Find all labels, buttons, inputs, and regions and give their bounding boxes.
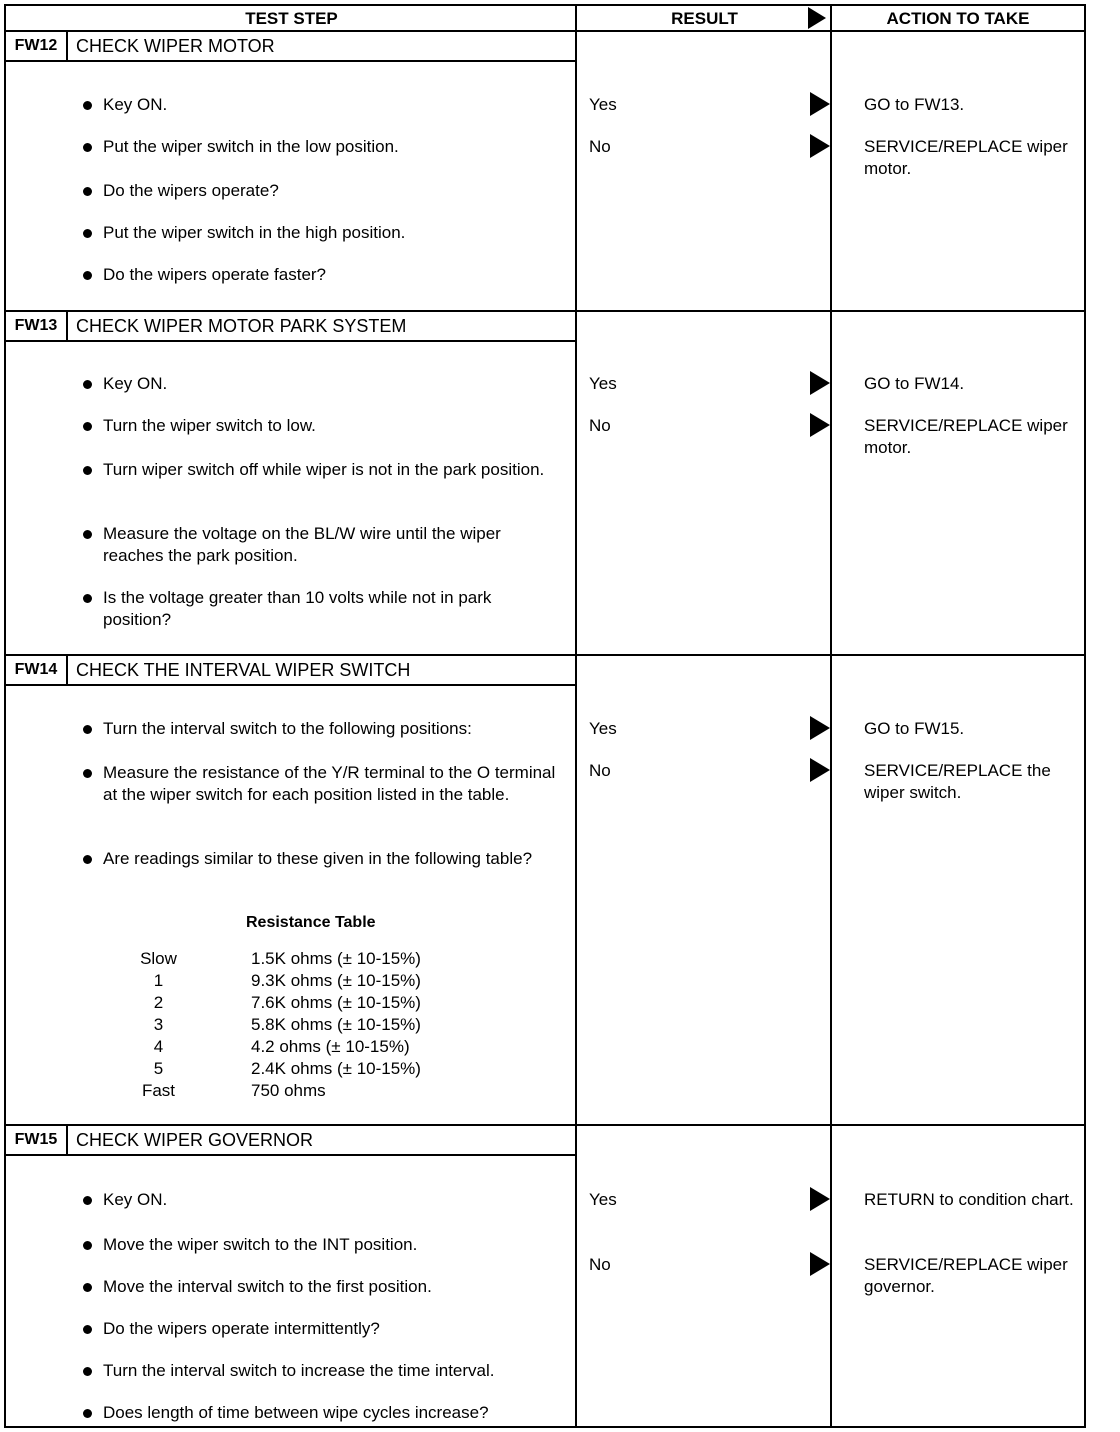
- step-text: Key ON.: [103, 374, 168, 393]
- diagnostic-table: [4, 4, 1086, 1428]
- step-text: Turn the interval switch to increase the time interval.: [103, 1361, 495, 1380]
- step-text: Measure the voltage on the BL/W wire until the wiper reaches the park position.: [103, 524, 501, 565]
- action-text: SERVICE/REPLACE wiper governor.: [864, 1255, 1068, 1296]
- action-text: SERVICE/REPLACE wiper motor.: [864, 137, 1068, 178]
- test-step-item: [81, 222, 561, 244]
- table-value: 9.3K ohms (± 10-15%): [251, 971, 421, 990]
- action-text: RETURN to condition chart.: [864, 1190, 1074, 1209]
- result-no: No: [589, 1255, 611, 1274]
- result-arrow-icon: [810, 758, 830, 782]
- header-action: ACTION TO TAKE: [832, 6, 1084, 32]
- test-step-item: [81, 1360, 561, 1382]
- section-code: FW13: [6, 312, 68, 340]
- step-text: Move the interval switch to the first position.: [103, 1277, 432, 1296]
- table-value: 1.5K ohms (± 10-15%): [251, 949, 421, 968]
- bullet-icon: [83, 380, 92, 389]
- step-text: Do the wipers operate intermittently?: [103, 1319, 380, 1338]
- step-text: Is the voltage greater than 10 volts while not in park position?: [103, 588, 492, 629]
- bullet-icon: [83, 725, 92, 734]
- table-position: 5: [153, 1059, 164, 1078]
- test-step-item: [81, 718, 561, 740]
- result-yes: Yes: [589, 374, 617, 393]
- test-step-item: [81, 94, 561, 116]
- resistance-table-title: Resistance Table: [246, 914, 376, 931]
- header-test-step: TEST STEP: [6, 6, 577, 32]
- test-step-item: [81, 848, 561, 870]
- table-position: 1: [153, 971, 164, 990]
- step-text: Are readings similar to these given in the following table?: [103, 849, 533, 868]
- result-arrow-icon: [810, 413, 830, 437]
- bullet-icon: [83, 466, 92, 475]
- table-position: Slow: [140, 949, 177, 968]
- test-step-item: [81, 136, 561, 158]
- action-text: GO to FW14.: [864, 374, 965, 393]
- bullet-icon: [83, 101, 92, 110]
- section-title: CHECK WIPER GOVERNOR: [76, 1129, 314, 1150]
- action-text: SERVICE/REPLACE the wiper switch.: [864, 761, 1051, 802]
- bullet-icon: [83, 422, 92, 431]
- result-arrow-icon: [810, 134, 830, 158]
- section-header-fw14: [6, 656, 577, 686]
- step-text: Do the wipers operate?: [103, 181, 279, 200]
- step-text: Turn wiper switch off while wiper is not in the park position.: [103, 460, 545, 479]
- step-text: Put the wiper switch in the low position.: [103, 137, 399, 156]
- step-text: Measure the resistance of the Y/R terminal to the O terminal at the wiper switch for each position listed in the table.: [103, 763, 556, 804]
- section-header-fw12: [6, 32, 577, 62]
- test-step-item: [81, 1402, 561, 1424]
- bullet-icon: [83, 1325, 92, 1334]
- section-header-fw13: [6, 312, 577, 342]
- test-step-item: [81, 180, 561, 202]
- section-code: FW15: [6, 1126, 68, 1154]
- test-step-item: [81, 373, 561, 395]
- test-step-item: [81, 1234, 561, 1256]
- bullet-icon: [83, 1409, 92, 1418]
- test-step-item: [81, 459, 561, 481]
- result-yes: Yes: [589, 1190, 617, 1209]
- table-position: 3: [153, 1015, 164, 1034]
- test-step-item: [81, 415, 561, 437]
- header-result-label: RESULT: [671, 9, 738, 28]
- bullet-icon: [83, 187, 92, 196]
- step-text: Does length of time between wipe cycles increase?: [103, 1403, 489, 1422]
- table-value: 7.6K ohms (± 10-15%): [251, 993, 421, 1012]
- step-text: Put the wiper switch in the high position.: [103, 223, 406, 242]
- section-title: CHECK THE INTERVAL WIPER SWITCH: [76, 659, 411, 680]
- result-arrow-icon: [810, 92, 830, 116]
- test-step-item: [81, 523, 561, 567]
- section-code: FW12: [6, 32, 68, 60]
- result-arrow-icon: [810, 1252, 830, 1276]
- test-step-item: [81, 1189, 561, 1211]
- header-arrow-icon: [808, 7, 826, 29]
- result-arrow-icon: [810, 371, 830, 395]
- test-step-item: [81, 1318, 561, 1340]
- result-no: No: [589, 137, 611, 156]
- result-yes: Yes: [589, 719, 617, 738]
- section-header-fw15: [6, 1126, 577, 1156]
- table-position: 2: [153, 993, 164, 1012]
- table-value: 2.4K ohms (± 10-15%): [251, 1059, 421, 1078]
- action-text: GO to FW13.: [864, 95, 965, 114]
- bullet-icon: [83, 229, 92, 238]
- table-value: 4.2 ohms (± 10-15%): [251, 1037, 410, 1056]
- bullet-icon: [83, 271, 92, 280]
- section-title: CHECK WIPER MOTOR PARK SYSTEM: [76, 315, 407, 336]
- bullet-icon: [83, 530, 92, 539]
- table-position: 4: [153, 1037, 164, 1056]
- table-value: 750 ohms: [251, 1081, 326, 1100]
- step-text: Do the wipers operate faster?: [103, 265, 327, 284]
- table-value: 5.8K ohms (± 10-15%): [251, 1015, 421, 1034]
- bullet-icon: [83, 143, 92, 152]
- column-divider-action: [830, 6, 832, 1426]
- step-text: Move the wiper switch to the INT position.: [103, 1235, 418, 1254]
- bullet-icon: [83, 594, 92, 603]
- result-yes: Yes: [589, 95, 617, 114]
- action-text: SERVICE/REPLACE wiper motor.: [864, 416, 1068, 457]
- result-arrow-icon: [810, 1187, 830, 1211]
- step-text: Key ON.: [103, 95, 168, 114]
- test-step-item: [81, 264, 561, 286]
- result-no: No: [589, 761, 611, 780]
- step-text: Key ON.: [103, 1190, 168, 1209]
- bullet-icon: [83, 855, 92, 864]
- test-step-item: [81, 762, 561, 806]
- action-text: GO to FW15.: [864, 719, 965, 738]
- column-divider-result: [575, 6, 577, 1426]
- section-title: CHECK WIPER MOTOR: [76, 35, 275, 56]
- result-arrow-icon: [810, 716, 830, 740]
- bullet-icon: [83, 1367, 92, 1376]
- step-text: Turn the wiper switch to low.: [103, 416, 316, 435]
- test-step-item: [81, 1276, 561, 1298]
- table-position: Fast: [141, 1081, 176, 1100]
- bullet-icon: [83, 769, 92, 778]
- result-no: No: [589, 416, 611, 435]
- test-step-item: [81, 587, 561, 631]
- step-text: Turn the interval switch to the following positions:: [103, 719, 472, 738]
- header-result: [577, 6, 832, 32]
- bullet-icon: [83, 1196, 92, 1205]
- bullet-icon: [83, 1241, 92, 1250]
- section-code: FW14: [6, 656, 68, 684]
- bullet-icon: [83, 1283, 92, 1292]
